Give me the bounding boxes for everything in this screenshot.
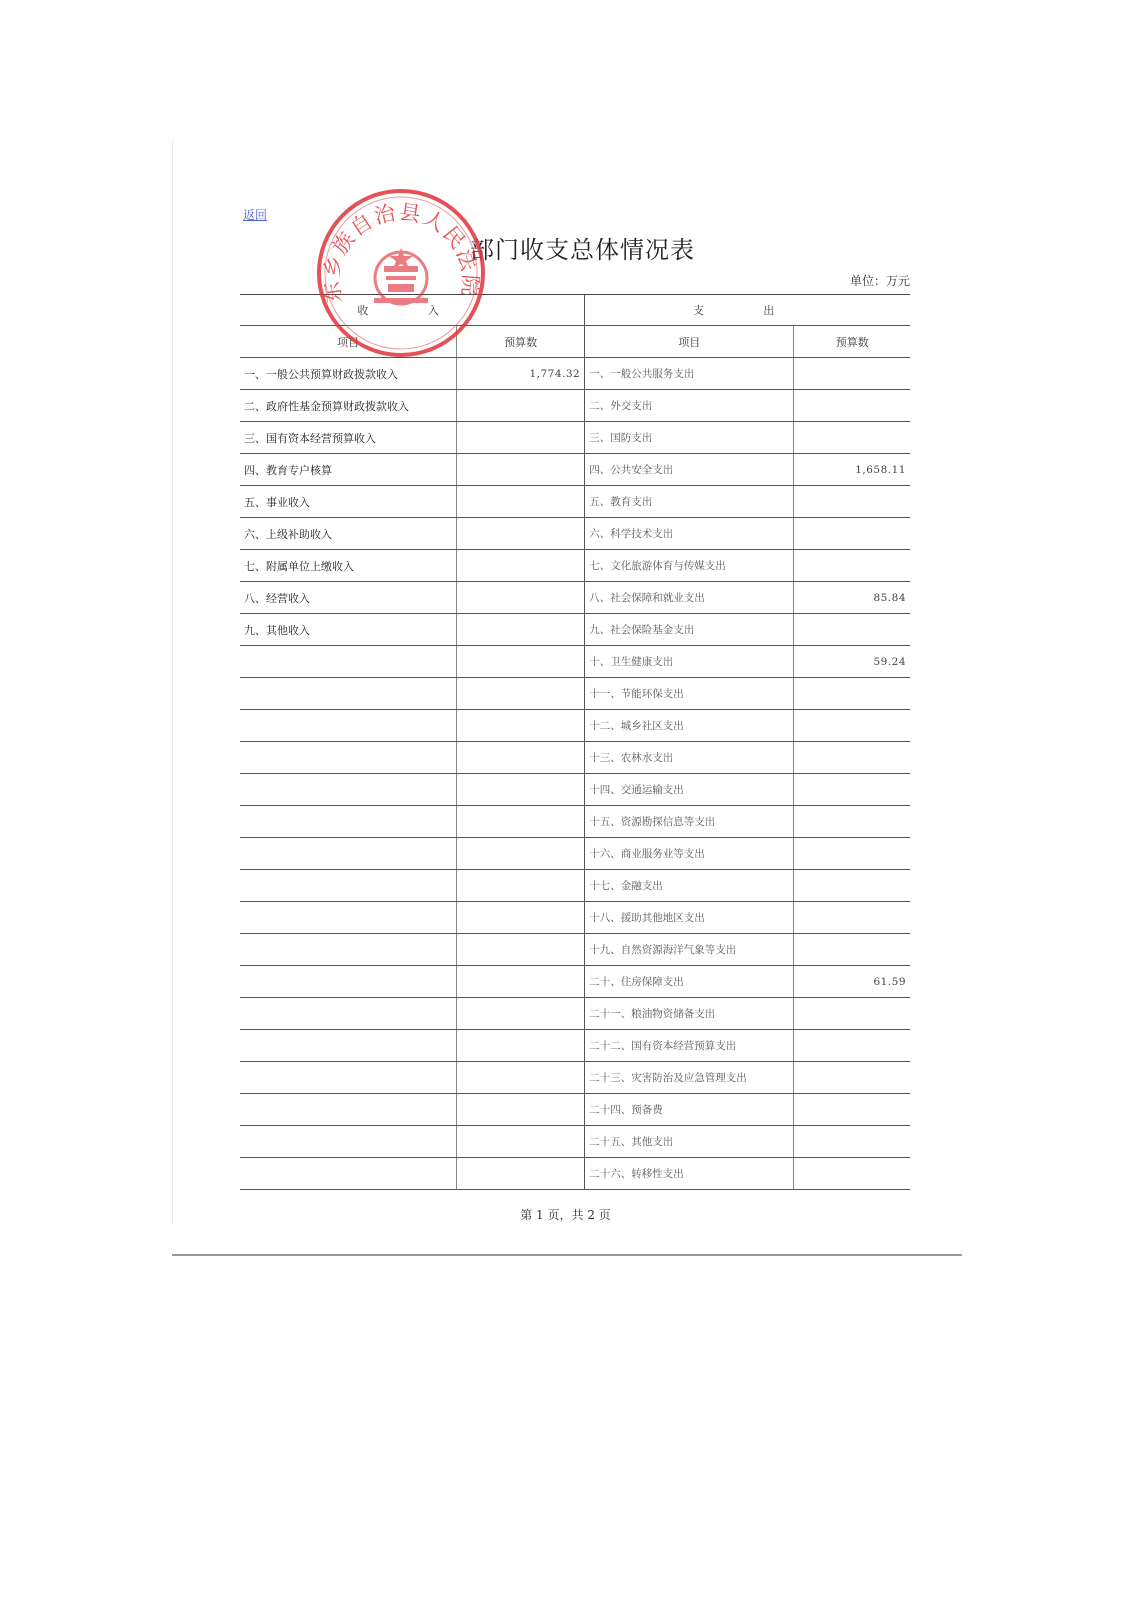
table-row — [240, 966, 910, 998]
expense-item-cell: 十八、援助其他地区支出 — [585, 902, 794, 934]
expense-amount-cell: 59.24 — [794, 646, 910, 678]
col-income-budget: 预算数 — [457, 326, 585, 358]
scan-edge-bottom — [172, 1254, 962, 1256]
expense-amount-cell — [794, 838, 910, 870]
income-item-cell — [240, 1126, 457, 1158]
expense-item-cell: 二十、住房保障支出 — [585, 966, 794, 998]
expense-amount-cell: 61.59 — [794, 966, 910, 998]
income-item-cell: 九、其他收入 — [240, 614, 457, 646]
table-row — [240, 1094, 910, 1126]
expense-amount-cell — [794, 1158, 910, 1190]
table-row — [240, 870, 910, 902]
table-row — [240, 614, 910, 646]
budget-table — [240, 294, 910, 1190]
table-row — [240, 1126, 910, 1158]
income-amount-cell — [457, 614, 585, 646]
expense-amount-cell — [794, 902, 910, 934]
expense-amount-cell — [794, 486, 910, 518]
expense-amount-cell — [794, 390, 910, 422]
income-item-cell — [240, 1158, 457, 1190]
expense-item-cell: 十三、农林水支出 — [585, 742, 794, 774]
expense-amount-cell — [794, 806, 910, 838]
official-seal — [314, 186, 488, 360]
table-row — [240, 486, 910, 518]
expense-item-cell: 六、科学技术支出 — [585, 518, 794, 550]
scan-edge-left — [172, 140, 173, 1225]
expense-item-cell: 七、文化旅游体育与传媒支出 — [585, 550, 794, 582]
svg-text:东乡族自治县人民法院: 东乡族自治县人民法院 — [319, 199, 483, 305]
expense-item-cell: 二十五、其他支出 — [585, 1126, 794, 1158]
expense-item-cell: 二十六、转移性支出 — [585, 1158, 794, 1190]
expense-amount-cell: 85.84 — [794, 582, 910, 614]
income-amount-cell — [457, 774, 585, 806]
table-row — [240, 678, 910, 710]
table-row — [240, 582, 910, 614]
expense-item-cell: 十九、自然资源海洋气象等支出 — [585, 934, 794, 966]
expense-item-cell: 二十一、粮油物资储备支出 — [585, 998, 794, 1030]
col-expense-item: 项目 — [585, 326, 794, 358]
income-item-cell: 五、事业收入 — [240, 486, 457, 518]
table-row — [240, 838, 910, 870]
income-amount-cell — [457, 998, 585, 1030]
col-income-item: 项目 — [240, 326, 457, 358]
income-item-cell — [240, 1030, 457, 1062]
income-item-cell — [240, 806, 457, 838]
income-amount-cell — [457, 966, 585, 998]
expense-item-cell: 十五、资源勘探信息等支出 — [585, 806, 794, 838]
table-row — [240, 902, 910, 934]
income-amount-cell — [457, 1030, 585, 1062]
col-expense-budget: 预算数 — [794, 326, 910, 358]
income-item-cell — [240, 1094, 457, 1126]
table-row — [240, 390, 910, 422]
expense-amount-cell — [794, 1030, 910, 1062]
income-item-cell — [240, 1062, 457, 1094]
expense-item-cell: 十二、城乡社区支出 — [585, 710, 794, 742]
expense-item-cell: 一、一般公共服务支出 — [585, 358, 794, 390]
income-item-cell — [240, 774, 457, 806]
expense-amount-cell — [794, 1062, 910, 1094]
table-row — [240, 454, 910, 486]
income-amount-cell — [457, 1126, 585, 1158]
income-item-cell — [240, 838, 457, 870]
table-row — [240, 742, 910, 774]
income-amount-cell — [457, 582, 585, 614]
income-item-cell — [240, 742, 457, 774]
expense-amount-cell: 1,658.11 — [794, 454, 910, 486]
income-amount-cell — [457, 1062, 585, 1094]
back-link[interactable]: 返回 — [243, 208, 268, 222]
income-amount-cell — [457, 390, 585, 422]
income-item-cell: 二、政府性基金预算财政拨款收入 — [240, 390, 457, 422]
table-row — [240, 550, 910, 582]
table-row — [240, 358, 910, 390]
income-item-cell: 八、经营收入 — [240, 582, 457, 614]
income-amount-cell — [457, 870, 585, 902]
table-row — [240, 806, 910, 838]
expense-item-cell: 五、教育支出 — [585, 486, 794, 518]
income-amount-cell — [457, 454, 585, 486]
income-amount-cell — [457, 518, 585, 550]
income-amount-cell — [457, 934, 585, 966]
unit-label: 单位：万元 — [850, 274, 911, 288]
expense-amount-cell — [794, 934, 910, 966]
income-item-cell: 一、一般公共预算财政拨款收入 — [240, 358, 457, 390]
expense-item-cell: 二十四、预备费 — [585, 1094, 794, 1126]
income-amount-cell — [457, 1158, 585, 1190]
table-row — [240, 646, 910, 678]
income-item-cell — [240, 934, 457, 966]
expense-header: 支 出 — [585, 295, 910, 326]
income-item-cell: 三、国有资本经营预算收入 — [240, 422, 457, 454]
table-row — [240, 934, 910, 966]
expense-item-cell: 三、国防支出 — [585, 422, 794, 454]
expense-amount-cell — [794, 742, 910, 774]
income-amount-cell — [457, 710, 585, 742]
table-row — [240, 1030, 910, 1062]
expense-item-cell: 二、外交支出 — [585, 390, 794, 422]
income-item-cell — [240, 646, 457, 678]
expense-item-cell: 九、社会保险基金支出 — [585, 614, 794, 646]
expense-item-cell: 二十二、国有资本经营预算支出 — [585, 1030, 794, 1062]
income-amount-cell — [457, 550, 585, 582]
page-title: 部门收支总体情况表 — [470, 236, 695, 264]
income-amount-cell — [457, 646, 585, 678]
expense-item-cell: 十六、商业服务业等支出 — [585, 838, 794, 870]
income-header: 收 入 — [240, 295, 585, 326]
expense-amount-cell — [794, 1094, 910, 1126]
income-item-cell — [240, 902, 457, 934]
page-footer: 第 1 页，共 2 页 — [520, 1208, 611, 1222]
income-item-cell — [240, 998, 457, 1030]
expense-amount-cell — [794, 422, 910, 454]
table-row — [240, 1062, 910, 1094]
expense-item-cell: 十七、金融支出 — [585, 870, 794, 902]
expense-amount-cell — [794, 358, 910, 390]
income-amount-cell: 1,774.32 — [457, 358, 585, 390]
expense-amount-cell — [794, 1126, 910, 1158]
table-row — [240, 774, 910, 806]
expense-item-cell: 二十三、灾害防治及应急管理支出 — [585, 1062, 794, 1094]
income-item-cell — [240, 710, 457, 742]
table-row — [240, 998, 910, 1030]
expense-item-cell: 十一、节能环保支出 — [585, 678, 794, 710]
expense-amount-cell — [794, 518, 910, 550]
expense-amount-cell — [794, 710, 910, 742]
expense-amount-cell — [794, 870, 910, 902]
income-amount-cell — [457, 1094, 585, 1126]
income-item-cell — [240, 678, 457, 710]
income-item-cell: 七、附属单位上缴收入 — [240, 550, 457, 582]
expense-item-cell: 八、社会保障和就业支出 — [585, 582, 794, 614]
income-amount-cell — [457, 838, 585, 870]
income-amount-cell — [457, 902, 585, 934]
income-item-cell — [240, 966, 457, 998]
income-amount-cell — [457, 422, 585, 454]
expense-amount-cell — [794, 550, 910, 582]
income-item-cell: 四、教育专户核算 — [240, 454, 457, 486]
income-amount-cell — [457, 678, 585, 710]
expense-amount-cell — [794, 998, 910, 1030]
table-row — [240, 518, 910, 550]
expense-amount-cell — [794, 774, 910, 806]
expense-amount-cell — [794, 678, 910, 710]
table-row — [240, 710, 910, 742]
income-amount-cell — [457, 486, 585, 518]
table-row — [240, 422, 910, 454]
income-amount-cell — [457, 806, 585, 838]
income-item-cell: 六、上级补助收入 — [240, 518, 457, 550]
income-item-cell — [240, 870, 457, 902]
income-amount-cell — [457, 742, 585, 774]
expense-amount-cell — [794, 614, 910, 646]
expense-item-cell: 四、公共安全支出 — [585, 454, 794, 486]
expense-item-cell: 十、卫生健康支出 — [585, 646, 794, 678]
table-row — [240, 1158, 910, 1190]
expense-item-cell: 十四、交通运输支出 — [585, 774, 794, 806]
